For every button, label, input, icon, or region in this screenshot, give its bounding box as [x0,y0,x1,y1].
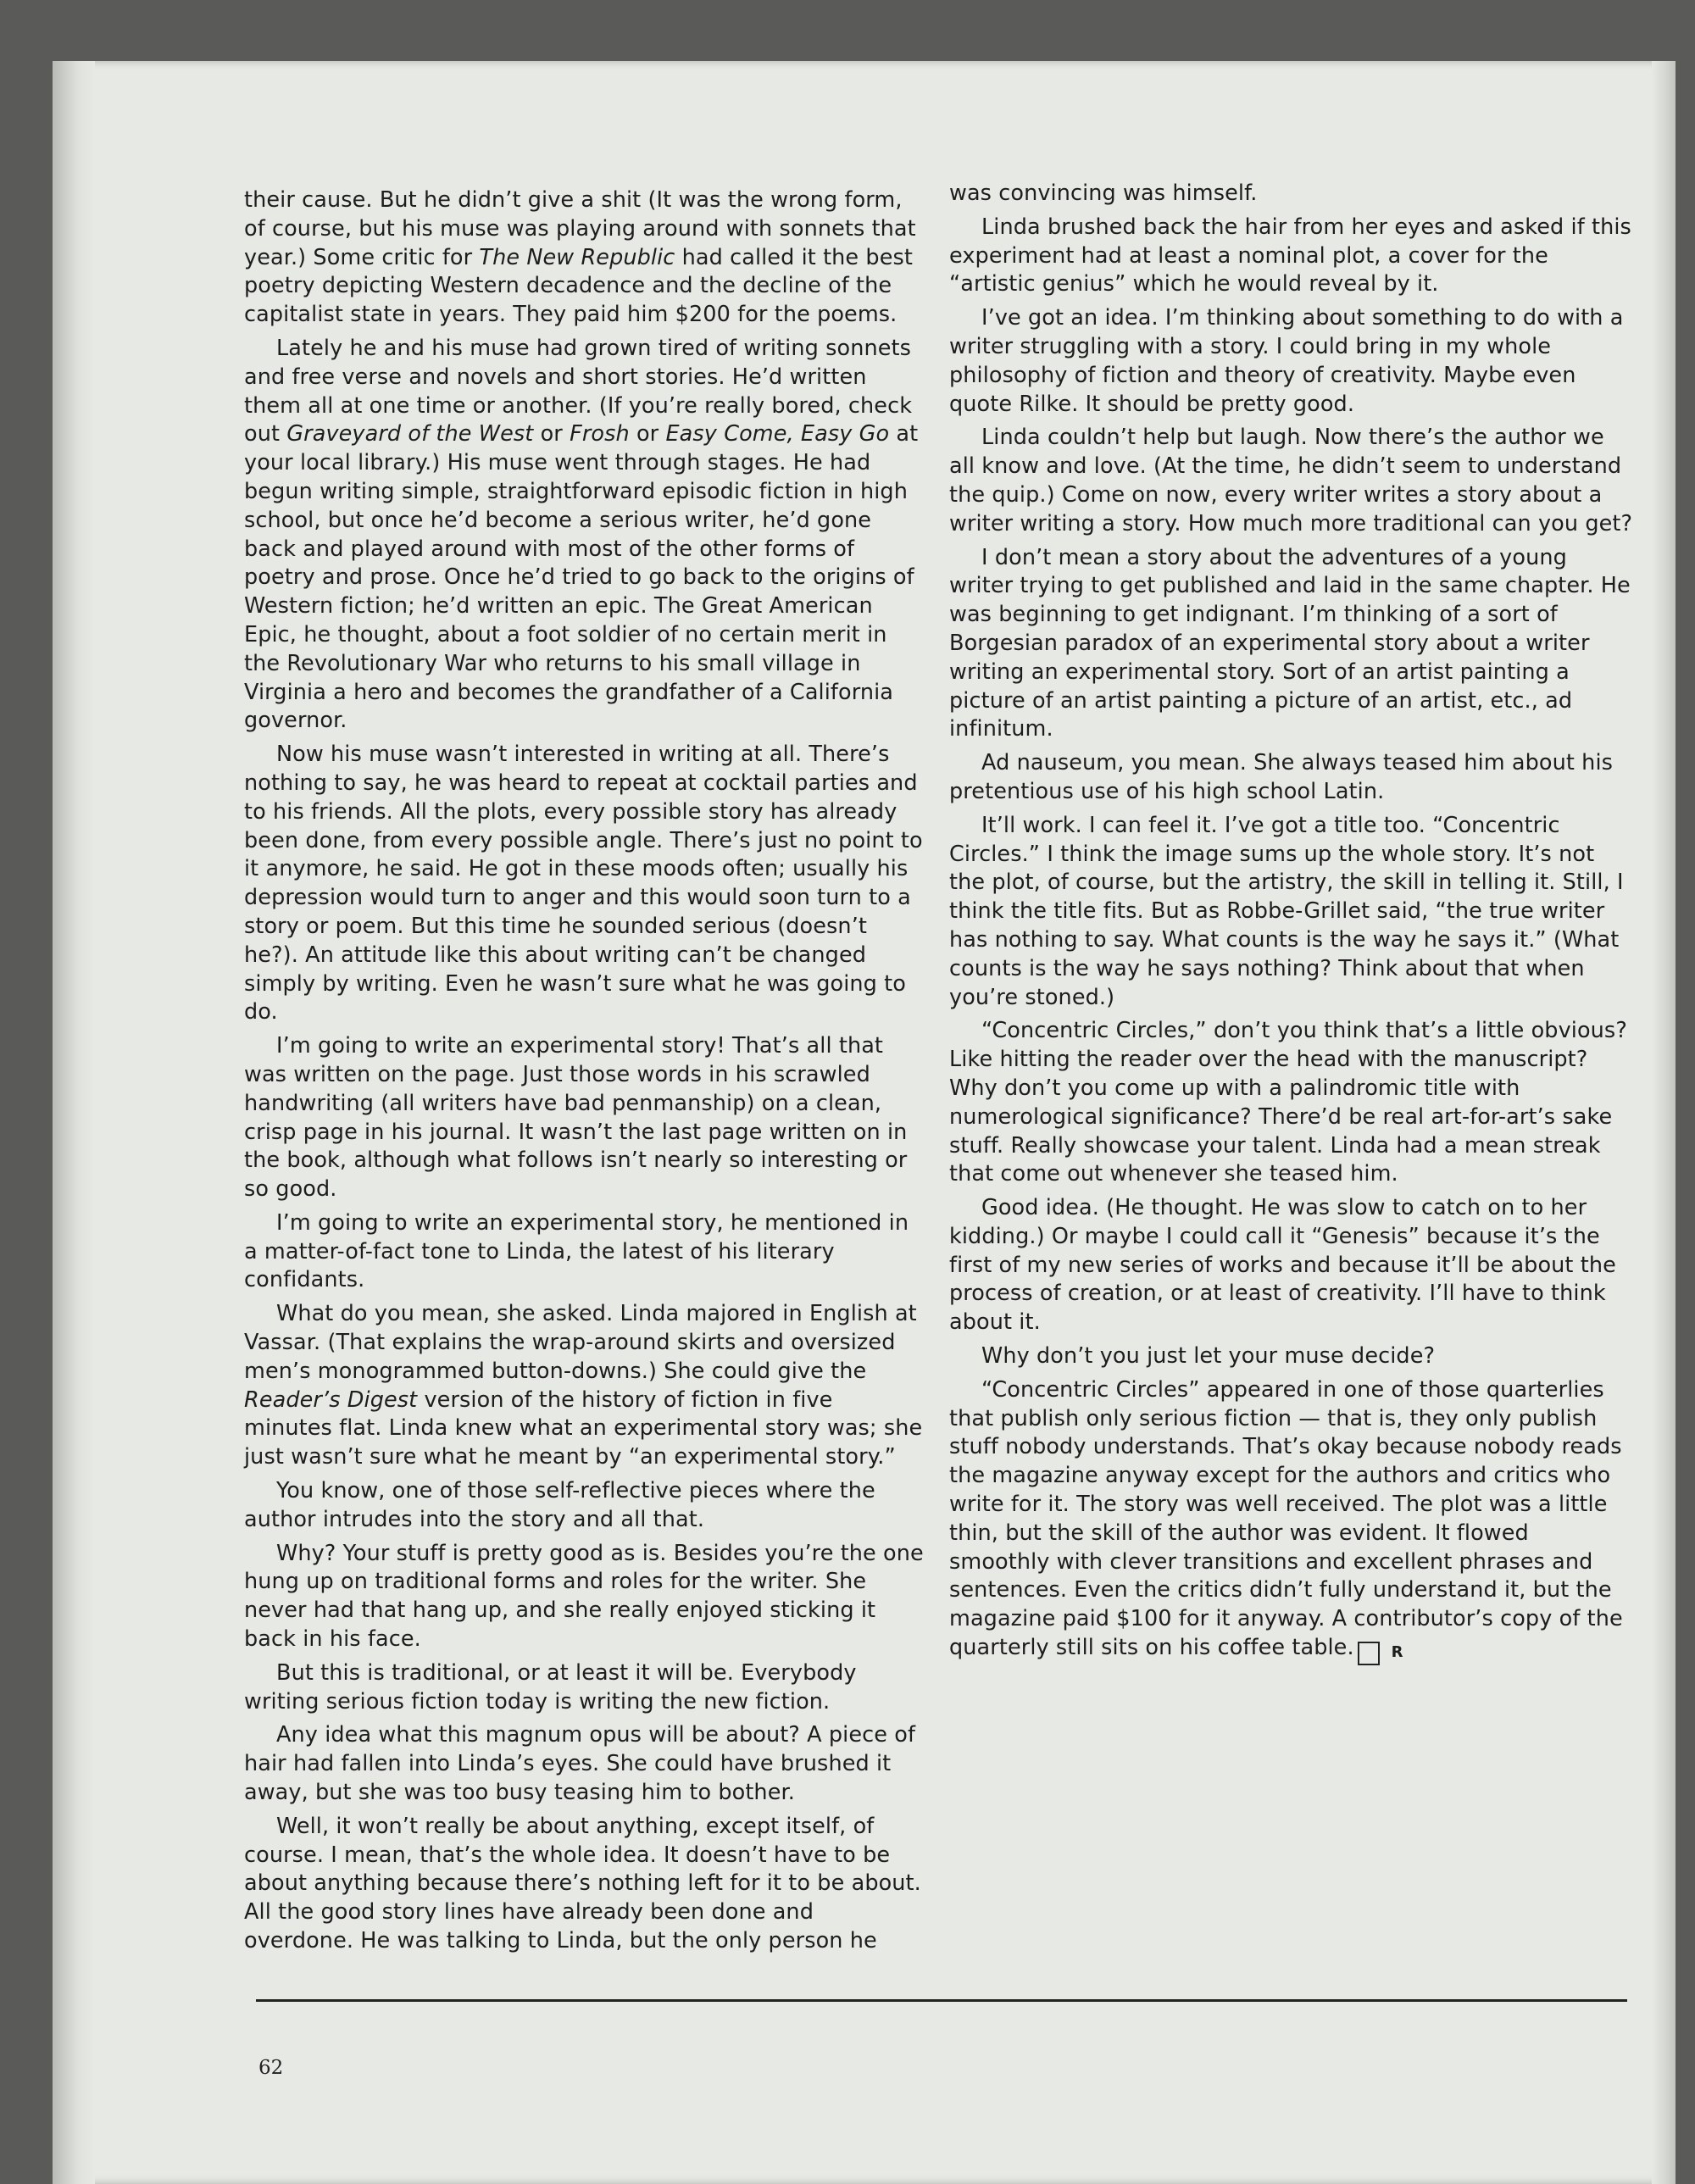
paragraph: But this is traditional, or at least it will be. Everybody writing serious fiction today is writing the new fiction. [244,1659,857,1714]
paragraph: Linda brushed back the hair from her eyes and asked if this experiment had at least a nominal plot, a cover for the “artistic genius” which he would reveal by it. [949,214,1631,297]
paragraph: Now his muse wasn’t interested in writing at all. There’s nothing to say, he was heard to repeat at cocktail parties and to his friends. All the plots, every possible story has already been done, from every possible angle. There’s just no point to it anymore, he said. He got in these moods often; usually his depression would turn to anger and this would soon turn to a story or poem. But this time he sounded serious (doesn’t he?). An attitude like this about writing can’t be changed simply by writing. Even he wasn’t sure what he was going to do. [244,742,923,1025]
paragraph: “Concentric Circles” appeared in one of those quarterlies that publish only serious fiction — that is, they only publish stuff nobody understands. That’s okay because nobody reads the magazine anyway except for the authors and critics who write for it. The story was well received. The plot was a little thin, but the skill of the author was evident. It flowed smoothly with clever transitions and excellent phrases and sentences. Even the critics didn’t fully understand it, but the magazine paid $100 for it anyway. A contributor’s copy of the quarterly still sits on his coffee table. R [949,1376,1634,1665]
paragraph: I’ve got an idea. I’m thinking about something to do with a writer struggling with a story. I could bring in my whole philosophy of fiction and theory of creativity. Maybe even quote Rilke. It should be pretty good. [949,305,1624,417]
paragraph: You know, one of those self-reflective pieces where the author intrudes into the story and all that. [244,1478,875,1532]
paragraph: Ad nauseum, you mean. She always teased him about his pretentious use of his high school Latin. [949,750,1614,804]
paragraph: Good idea. (He thought. He was slow to catch on to her kidding.) Or maybe I could call it “Genesis” because it’s the first of my new series of works and because it’ll be about the process of creation, or at least of creativity. I’ll have to think about it. [949,1195,1616,1336]
paragraph: I’m going to write an experimental story, he mentioned in a matter-of-fact tone to Linda, the latest of his literary confidants. [244,1209,909,1293]
paragraph: It’ll work. I can feel it. I’ve got a title too. “Concentric Circles.” I think the image sums up the whole story. It’s not the plot, of course, but the artistry, the skill in telling it. Still, I think the title fits. But as Robbe-Grillet said, “the true writer has nothing to say. What counts is the way he says it.” (What counts is the way he says nothing? Think about that when you’re stoned.) [949,812,1624,1010]
paragraph: I’m going to write an experimental story! That’s all that was written on the page. Just those words in his scrawled handwriting (all writers have bad penmanship) on a clean, crisp page in his journal. It wasn’t the last page written on in the book, although what follows isn’t nearly so interesting or so good. [244,1033,908,1203]
paragraph: I don’t mean a story about the adventures of a young writer trying to get published and laid in the same chapter. He was beginning to get indignant. I’m thinking of a sort of Borgesian paradox of an experimental story about a writer writing an experimental story. Sort of an artist painting a picture of an artist painting a picture of an artist, etc., ad infinitum. [949,544,1631,742]
paragraph: Why don’t you just let your muse decide? [981,1343,1436,1370]
paragraph: “Concentric Circles,” don’t you think that’s a little obvious? Like hitting the reader over the head with the manuscript? Why don’t you come up with a palindromic title with numerological significance? There’d be real art-for-art’s sake stuff. Really showcase your talent. Linda had a mean streak that come out whenever she teased him. [949,1018,1627,1187]
paragraph: Lately he and his muse had grown tired of writing sonnets and free verse and novels and short stories. He’d written them all at one time or another. (If you’re really bored, check out Graveyard of the West or Frosh or Easy Come, Easy Go at your local library.) His muse went through stages. He had begun writing simple, straightforward episodic fiction in high school, but once he’d become a serious writer, he’d gone back and played around with most of the other forms of poetry and prose. Once he’d tried to go back to the origins of Western fiction; he’d written an epic. The Great American Epic, he thought, about a foot soldier of no certain merit in the Revolutionary War who returns to his small village in Virginia a hero and becomes the grandfather of a California governor. [244,335,919,734]
page-edge [1652,61,1676,2184]
paragraph: Well, it won’t really be about anything, except itself, of course. I mean, that’s the whole idea. It doesn’t have to be about anything because there’s nothing left for it to be about. All the good story lines have already been done and overdone. He was talking to Linda, but the only person he [244,1813,921,1954]
left-column [244,186,926,1961]
paragraph: their cause. But he didn’t give a shit (It was the wrong form, of course, but his muse was playing around with sonnets that year.) Some critic for The New Republic had called it the best poetry depicting Western decadence and the decline of the capitalist state in years. They paid him $200 for the poems. [244,187,916,328]
right-column [949,180,1634,1670]
paragraph: Linda couldn’t help but laugh. Now there’s the author we all know and love. (At the time, he didn’t seem to understand the quip.) Come on now, every writer writes a story about a writer writing a story. How much more traditional can you get? [949,425,1633,536]
footer-rule [256,1999,1627,2002]
paragraph: What do you mean, she asked. Linda majored in English at Vassar. (That explains the wrap-around skirts and oversized men’s monogrammed button-downs.) She could give the Reader’s Digest version of the history of fiction in five minutes flat. Linda knew what an experimental story was; she just wasn’t sure what he meant by “an experimental story.” [244,1301,923,1470]
binding-spine [53,61,95,2184]
end-of-story-mark-icon: R [1358,1642,1380,1665]
paragraph: Why? Your stuff is pretty good as is. Besides you’re the one hung up on traditional forms and roles for the writer. She never had that hang up, and she really enjoyed sticking it back in his face. [244,1540,924,1653]
paragraph: was convincing was himself. [949,181,1258,206]
paragraph: Any idea what this magnum opus will be about? A piece of hair had fallen into Linda’s eyes. She could have brushed it away, but she was too busy teasing him to bother. [244,1722,916,1806]
page-number: 62 [258,2057,284,2079]
